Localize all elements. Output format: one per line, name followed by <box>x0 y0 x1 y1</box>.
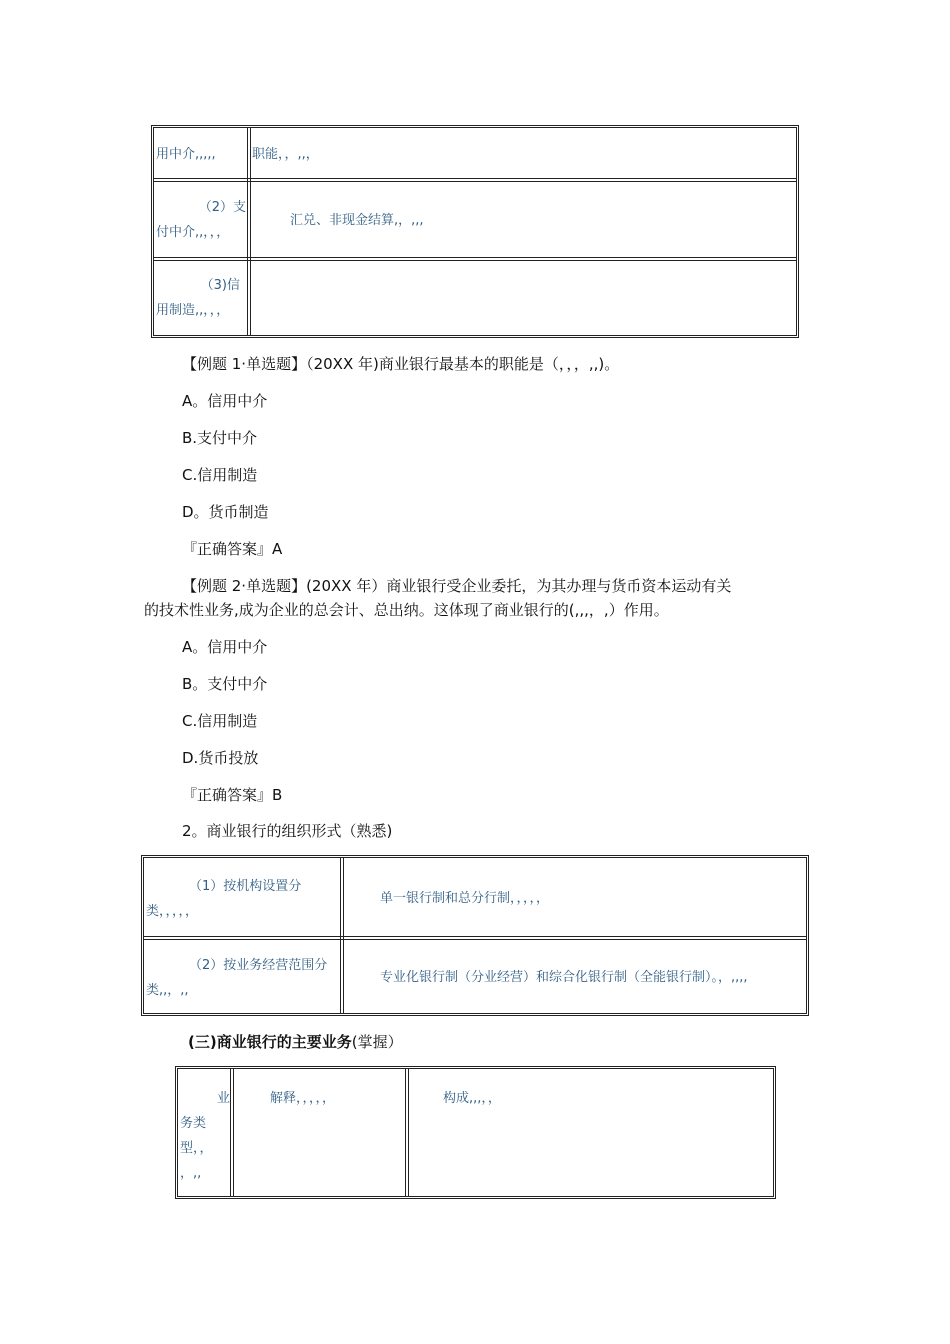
section-3-title <box>188 1032 403 1052</box>
question-1-answer: 『正确答案』A <box>182 540 283 558</box>
section-3-title-rest: (掌握） <box>351 1033 403 1051</box>
table-divider <box>144 936 806 940</box>
section-3-title-bold: (三)商业银行的主要业务 <box>188 1033 352 1051</box>
table-row-label: （1）按机构设置分 类，，，，， <box>146 879 302 919</box>
functions-table <box>151 125 799 338</box>
table-row-label: （3)信 用制造,,，，， <box>156 278 240 318</box>
question-2-answer: 『正确答案』B <box>182 786 283 804</box>
table-header-business-type: 业 务类 型，， ，,, <box>180 1091 230 1181</box>
table-divider <box>405 1069 409 1196</box>
question-2-stem-line2: 的技术性业务,成为企业的总会计、总出纳。这体现了商业银行的(,,,，,）作用。 <box>144 601 669 619</box>
table-divider <box>154 257 796 261</box>
table-divider <box>154 178 796 182</box>
question-1-option-d: D。货币制造 <box>182 503 269 521</box>
table-divider <box>230 1069 234 1196</box>
table-row-label: （2）按业务经营范围分 类,,，,, <box>146 958 328 998</box>
main-business-table <box>175 1066 776 1199</box>
table-row-label: （2）支 付中介,,，，， <box>156 200 246 240</box>
table-divider <box>247 128 251 335</box>
table-row-desc: 汇兑、非现金结算,，,,, <box>290 213 424 228</box>
question-1-option-c: C.信用制造 <box>182 466 258 484</box>
table-header-explanation: 解释，，，，， <box>270 1091 336 1106</box>
section-2-title: 2。商业银行的组织形式（熟悉) <box>182 822 393 840</box>
table-header-composition: 构成,,,，， <box>443 1091 501 1106</box>
question-1-option-b: B.支付中介 <box>182 429 258 447</box>
organization-forms-table <box>141 855 809 1016</box>
question-2-option-a: A。信用中介 <box>182 638 268 656</box>
table-row-desc: 专业化银行制（分业经营）和综合化银行制（全能银行制）。，,,,, <box>380 970 748 985</box>
question-2-option-b: B。支付中介 <box>182 675 268 693</box>
table-row-desc: 职能，，,,， <box>252 147 319 162</box>
question-1-stem: 【例题 1·单选题】（20XX 年)商业银行最基本的职能是（，，，,,)。 <box>182 355 620 373</box>
question-2-stem-line1: 【例题 2·单选题】(20XX 年）商业银行受企业委托，为其办理与货币资本运动有关 <box>182 577 732 595</box>
question-1-option-a: A。信用中介 <box>182 392 268 410</box>
table-row-label: 用中介,,,,, <box>156 147 216 162</box>
question-2-option-d: D.货币投放 <box>182 749 259 767</box>
table-row-desc: 单一银行制和总分行制，，，，， <box>380 891 550 906</box>
question-2-option-c: C.信用制造 <box>182 712 258 730</box>
